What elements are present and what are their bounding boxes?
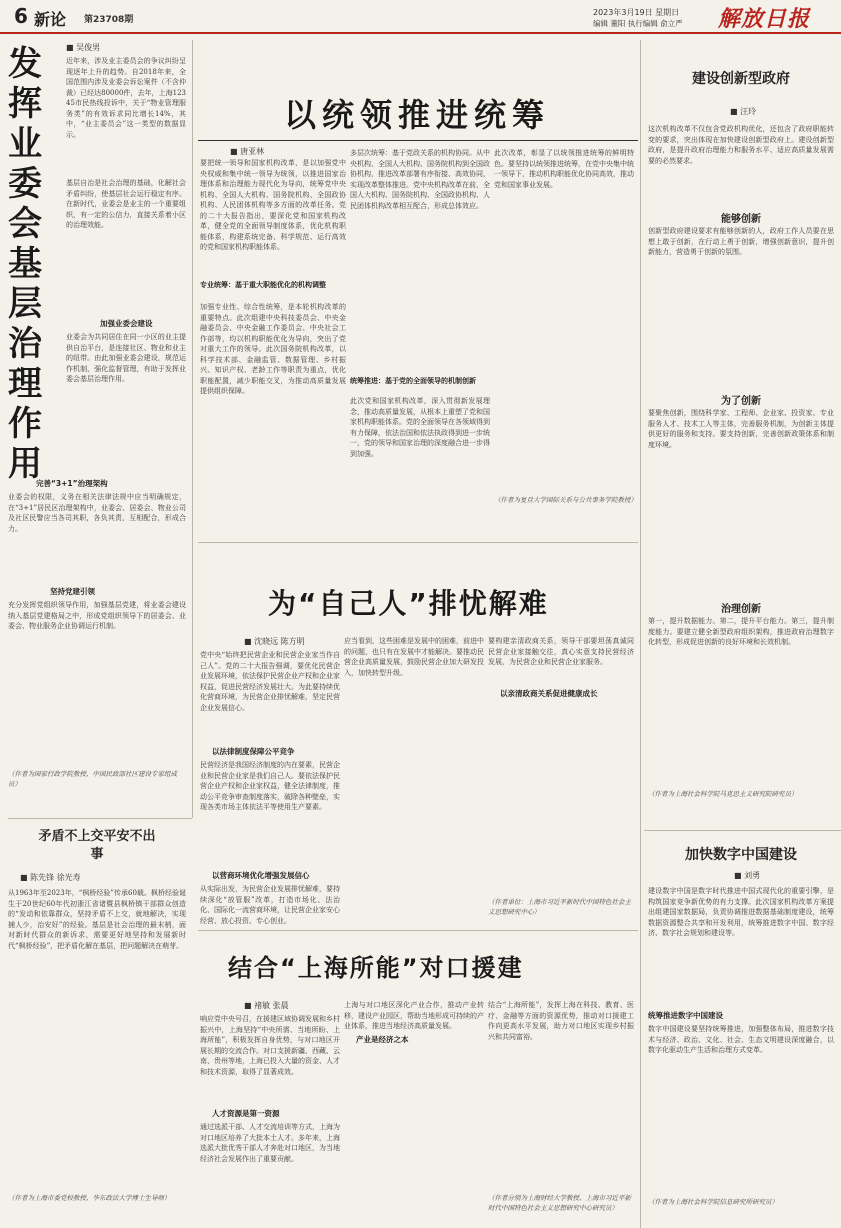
right-box-subhead: 统筹推进数字中国建设	[648, 1011, 723, 1020]
right-article-author: ■ 汪玲	[730, 107, 757, 116]
right-article-footnote: （作者为上海社会科学院马克思主义研究院研究员）	[648, 790, 798, 798]
bottom-subhead-1: 人才资源是第一资源	[212, 1109, 280, 1118]
center-article-author: ■ 唐亚林	[230, 147, 265, 156]
left-subhead-3: 坚持党建引领	[50, 587, 95, 596]
right-box-title: 加快数字中国建设	[685, 847, 797, 863]
middle-article-footnote: （作者单位：上海市习近平新时代中国特色社会主义思想研究中心）	[488, 898, 631, 916]
right-box-footnote: （作者为上海社会科学院信息研究所研究员）	[648, 1198, 778, 1206]
right-subhead-2: 为了创新	[721, 396, 761, 407]
left-subhead-1: 加强业委会建设	[100, 319, 153, 328]
left-article-para1: 近年来，涉及业主委员会的争议纠纷呈现逐年上升的趋势。自2018年来，全国范围内涉及业委会诉讼案件（不含仲裁）已经达80000件，去年，上海12345市民热线投诉中，关于“物业管理服务类”的有效诉求同比增长14%，其中，“业主委员会”这一类型的数据显示。	[66, 57, 186, 139]
center-article-footnote: （作者为复旦大学国际关系与公共事务学院教授）	[494, 496, 637, 504]
right-p1: 创新型政府建设要求有能够创新的人，政府工作人员要在思想上敢于创新，在行动上勇于创新，增强创新意识，提升创新能力，营造勇于创新的氛围。	[648, 227, 834, 256]
left-box-footnote: （作者为上海市委党校教授、华东政法大学博士生导师）	[8, 1194, 171, 1202]
center-col4: 此次党和国家机构改革，深入贯彻新发展理念，推动高质量发展，从根本上重塑了党和国家机构职能体系。党的全面领导在各领域得到有力保障，依法治国和依法执政得到进一步统一，党的领导和国家治理的深度融合进一步得到加强。	[350, 397, 490, 458]
header	[0, 0, 841, 34]
section-name: 新论	[34, 10, 67, 29]
left-box-title	[8, 828, 186, 864]
bottom-c2: 通过选派干部、人才交流培训等方式，上海为对口地区培养了大批本土人才。多年来，上海选派大批优秀干部人才奔赴对口地区，为当地经济社会发展作出了重要贡献。	[200, 1123, 340, 1163]
left-box-body: 从1963年至2023年，“枫桥经验”传承60载。枫桥经验诞生于20世纪60年代初浙江省诸暨县枫桥镇干部群众创造的“发动和依靠群众，坚持矛盾不上交，就地解决，实现捕人少，治安好”的经验。基层是社会治理的最末梢，面对新时代群众的新诉求，需要更好地坚持和发展新时代“枫桥经验”，把矛盾化解在基层，把问题解决在萌芽。	[8, 889, 186, 950]
middle-c4: 应当看到，这些困难是发展中的困难，前进中的问题，也只有在发展中才能解决。要推动民营企业高质量发展，鼓励民营企业加大研发投入，加快转型升级。	[344, 637, 484, 677]
left-article-footnote: （作者为国家行政学院教授、中国民政部社区建设专家组成员）	[8, 770, 177, 788]
left-article-title: 发挥业委会基层治理作用	[8, 44, 42, 484]
right-p3: 第一，提升数据能力。第二，提升平台能力。第三，提升制度能力。要建立健全新型政府组织架构，推进政府治理数字化转型，形成促进创新的良好环境和长效机制。	[648, 617, 834, 646]
left-article-para3: 业委会为共同居住在同一小区的业主提供自治平台，是连接社区、物业和业主的纽带。由此加强业委会建设，规范运作机制，强化监督管理，有助于发挥业委会基层治理作用。	[66, 333, 186, 383]
bottom-c1: 响应党中央号召，在援建区域协调发展和乡村振兴中，上海坚持“中央所需、当地所盼、上海所能”，积极发挥自身优势，与对口地区开展长期的交流合作。对口支援新疆、西藏、云南、贵州等地，上海已投入大量的资金、人才和技术资源，取得了显著成效。	[200, 1015, 340, 1076]
left-article-author: ■ 吴俊男	[66, 43, 101, 52]
middle-c1: 党中央“始终把民营企业和民营企业家当作自己人”。党的二十大报告强调，要优化民营企业发展环境，依法保护民营企业产权和企业家权益，促进民营经济发展壮大。为此要持续优化营商环境，为民营企业排忧解难，坚定民营企业发展信心。	[200, 651, 340, 712]
right-subhead-3: 治理创新	[721, 604, 761, 615]
right-intro: 这次机构改革不仅包含党政机构优化，还包含了政府职能转变的要求，突出体现在加快建设创新型政府上。建设创新型政府，是提升政府治理能力和服务水平、适应高质量发展需要的必然要求。	[648, 125, 834, 165]
bottom-c4: 结合“上海所能”，发挥上海在科技、教育、医疗、金融等方面的资源优势，推动对口援建工作向更高水平发展，助力对口地区实现乡村振兴和共同富裕。	[488, 1001, 634, 1041]
right-p2: 要聚焦创新，围绕科学家、工程师、企业家、投资家、专业服务人才、技术工人等主体，完善服务机制，为创新主体提供更好的服务和支持。要支持创新，完善创新政策体系和制度环境。	[648, 409, 834, 449]
middle-c5: 要构建亲清政商关系，领导干部要坦荡真诚同民营企业家接触交往，真心实意支持民营经济发展，为民营企业和民营企业家服务。	[488, 637, 634, 666]
center-col1: 要把统一领导和国家机构改革，是以加强党中央权威和集中统一领导为统领，以推进国家治理体系和治理能力现代化为导向，统筹党中央机构、全国人大机构、国务院机构、全国政协机构、人民团体机构等多方面的改革任务。党的二十大报告指出，要深化党和国家机构改革，健全党的全面领导制度体系，优化机构职能体系，构建系统完备、科学规范、运行高效的党和国家机构职能体系。	[200, 159, 346, 251]
right-box-body2: 数字中国建设要坚持统筹推进，加强整体布局，推进数字技术与经济、政治、文化、社会、生态文明建设深度融合，以数字化驱动生产生活和治理方式变革。	[648, 1025, 834, 1054]
masthead-logo: 解放日报	[718, 6, 811, 32]
issue-number: 第23708期	[84, 15, 134, 25]
right-subhead-1: 能够创新	[721, 214, 761, 225]
right-box-body: 建设数字中国是数字时代推进中国式现代化的重要引擎，是构筑国家竞争新优势的有力支撑。此次国家机构改革方案提出组建国家数据局，负责协调推进数据基础制度建设，统筹数据资源整合共享和开发利用，统筹推进数字中国、数字经济、数字社会规划和建设等。	[648, 887, 834, 937]
bottom-subhead-2: 产业是经济之本	[356, 1035, 409, 1044]
left-article-para5: 充分发挥党组织领导作用，加强基层党建，将业委会建设纳入基层党建格局之中，形成党组织领导下的居委会、业委会、物业服务企业协调运行机制。	[8, 601, 186, 630]
center-subhead-1: 专业统筹：基于重大职能优化的机构调整	[200, 281, 326, 289]
left-article-para4: 业委会的权限，义务在相关法律法规中应当明确规定，在“3+1”居民区治理架构中，业委会、居委会、物业公司及社区民警应当各司其职，各负其责，互相配合，形成合力。	[8, 493, 186, 533]
middle-article-author: ■ 沈晓远 陈方明	[244, 637, 305, 646]
center-article-title: 以统领推进统筹	[284, 96, 551, 134]
bottom-c3: 上海与对口地区深化产业合作，推动产业转移，建设产业园区，帮助当地形成可持续的产业体系，推进当地经济高质量发展。	[344, 1001, 484, 1030]
left-box-title-text: 矛盾不上交平安不出事	[38, 829, 156, 862]
middle-subhead-3: 以亲清政商关系促进健康成长	[500, 689, 598, 698]
date-line: 2023年3月19日 星期日	[593, 8, 680, 17]
left-article-para2: 基层自治是社会治理的基础，化解社会矛盾纠纷，使基层社会运行稳定有序。在新时代，业委会是业主的一个重要组织，有一定的公信力，直接关系着小区的治理效能。	[66, 179, 186, 229]
left-box-author: ■ 陈先锋 徐光寿	[20, 873, 81, 882]
center-col2: 加强专业性、综合性统筹，是本轮机构改革的重要特点。此次组建中央科技委员会、中央金融委员会、中央金融工作委员会、中央社会工作部等，均以机构职能优化为导向，突出了党对重大工作的领导。此次国务院机构改革，以科学技术部、金融监管、数据管理、乡村振兴、知识产权、老龄工作等职责为重点，优化职能配置，减少职能交叉，为推动高质量发展提供组织保障。	[200, 303, 346, 395]
middle-c3: 从实际出发，为民营企业发展排忧解难，要持续深化“放管服”改革，打造市场化、法治化、国际化一流营商环境，让民营企业家安心经营、放心投资、专心创业。	[200, 885, 340, 924]
right-article-title: 建设创新型政府	[692, 71, 790, 87]
editors-line: 编辑 董阳 执行编辑 俞立严	[593, 19, 683, 28]
middle-c2: 民营经济是我国经济制度的内在要素，民营企业和民营企业家是我们自己人。要依法保护民营企业产权和企业家权益，健全法律制度，推动公平竞争审查制度落实，破除各种壁垒，实现各类市场主体依法平等使用生产要素。	[200, 761, 340, 811]
right-box-author: ■ 刘勇	[734, 871, 761, 880]
middle-subhead-1: 以法律制度保障公平竞争	[212, 747, 295, 756]
left-article-para3-cont	[8, 432, 186, 442]
bottom-article-title: 结合“上海所能”对口援建	[228, 954, 524, 982]
center-col5: 此次改革，彰显了以统领推进统筹的鲜明特色。要坚持以统领推进统筹，在党中央集中统一领导下，推动机构职能优化协同高效，推动党和国家事业发展。	[494, 149, 634, 189]
center-subhead-2: 统筹推进：基于党的全面领导的机制创新	[350, 377, 476, 385]
center-col3: 多层次统筹：基于党政关系的机构协同。从中央机构、全国人大机构、国务院机构到全国政协机构，推进改革部署有序衔接、高效协同，实现改革整体推进。党中央机构改革在前，全国人大机构、国务院机构、全国政协机构、人民团体机构改革相互配合，形成总体效应。	[350, 149, 490, 210]
middle-article-title: 为“自己人”排忧解难	[268, 587, 549, 620]
middle-subhead-2: 以营商环境优化增强发展信心	[212, 871, 310, 880]
bottom-article-author: ■ 褚敏 张晨	[244, 1001, 289, 1010]
left-subhead-2: 完善“3+1”治理架构	[36, 479, 108, 488]
bottom-article-footnote: （作者分别为上海财经大学教授、上海市习近平新时代中国特色社会主义思想研究中心研究员）	[488, 1194, 631, 1212]
page-number: 6	[14, 4, 28, 28]
